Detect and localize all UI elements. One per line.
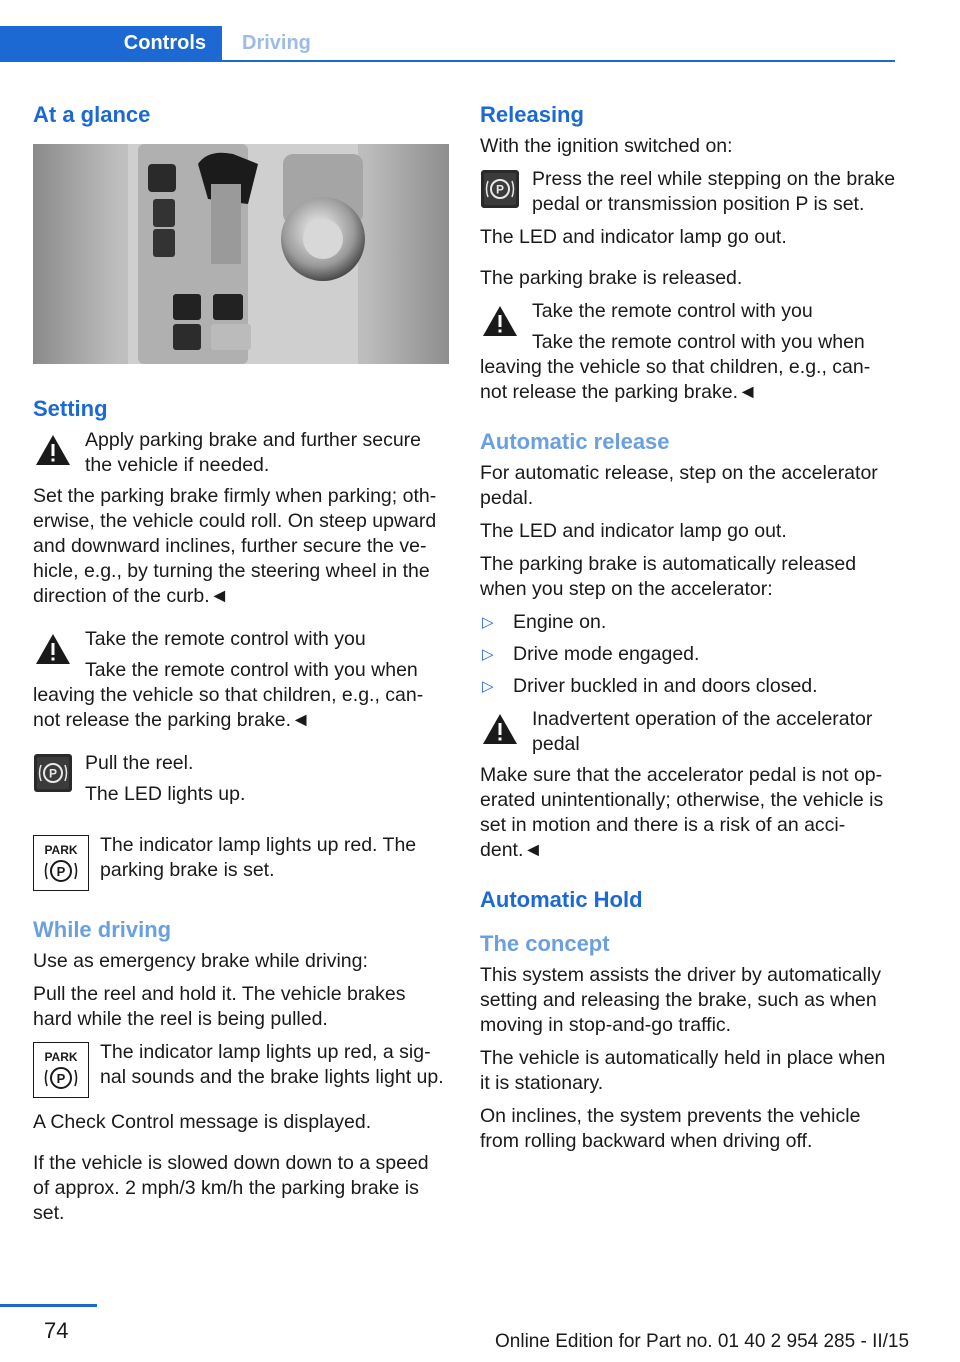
releasing-heading: Releasing [480, 102, 584, 127]
indicator-red-text: The indicator lamp lights up red. The parking brake is set. [100, 834, 417, 881]
page-header [0, 0, 895, 63]
park-indicator-icon [33, 835, 89, 891]
releasing-p3: The parking brake is released. [480, 267, 743, 289]
warning-triangle-icon [480, 301, 520, 341]
while-driving-p2: Pull the reel and hold it. The vehicle brakes hard while the reel is being pulled. [33, 983, 406, 1030]
list-item: ▷ Drive mode engaged. [482, 643, 700, 665]
automatic-hold-heading: Automatic Hold [480, 887, 643, 912]
warning-remote-control-right [480, 299, 896, 405]
svg-text:P: P [495, 182, 505, 197]
list-item: ▷ Engine on. [482, 611, 607, 633]
pull-reel-text: Pull the reel. [85, 752, 194, 774]
hold-p1: This system assists the driver by automatically setting and releasing the brake, such as when moving in stop-and-go traffic. [480, 964, 881, 1036]
left-column [33, 100, 449, 1234]
warning-triangle-icon [33, 430, 73, 470]
auto-release-p3: The parking brake is automatically released when you step on the accelerator: [480, 553, 857, 600]
warning-remote-title: Take the remote control with you [85, 628, 366, 650]
svg-text:P: P [56, 864, 66, 879]
list-item: ▷ Driver buckled in and doors closed. [482, 675, 818, 697]
park-indicator-icon [33, 1042, 89, 1098]
warning-secure-title: Apply parking brake and further secure the vehicle if needed. [85, 429, 422, 476]
warning-triangle-icon [33, 629, 73, 669]
while-driving-heading: While driving [33, 917, 172, 942]
check-control-text: A Check Control message is displayed. [33, 1111, 372, 1133]
svg-text:P: P [56, 1071, 66, 1086]
at-a-glance-heading: At a glance [33, 102, 151, 127]
park-label: PARK [44, 1050, 78, 1064]
tab-controls: Controls [0, 26, 222, 61]
edition-note: Online Edition for Part no. 01 40 2 954 285 - II/15 [495, 1331, 910, 1352]
right-column [480, 100, 896, 1162]
park-label: PARK [44, 843, 78, 857]
warning-remote-body: Take the remote control with you when leaving the vehicle so that children, e.g., can-not release the parking brake.◄ [33, 659, 424, 731]
warning-remote-control [33, 627, 449, 733]
indicator-signal-text: The indicator lamp lights up red, a sig-nal sounds and the brake lights light up. [100, 1041, 444, 1088]
auto-release-p2: The LED and indicator lamp go out. [480, 520, 787, 542]
footer-divider [0, 1304, 97, 1307]
svg-text:P: P [48, 766, 58, 781]
header-divider [0, 60, 895, 62]
warning-secure-body: Set the parking brake firmly when parking; oth-erwise, the vehicle could roll. On steep upward and downward inclines, further secure the ve-hicle, e.g., by turning the steering wheel in the direction of the curb.◄ [33, 485, 437, 607]
press-reel-text: Press the reel while stepping on the brake pedal or transmission position P is set. [532, 168, 896, 215]
auto-release-conditions [480, 610, 896, 699]
tab-driving: Driving [242, 32, 311, 54]
slow-speed-text: If the vehicle is slowed down down to a speed of approx. 2 mph/3 km/h the parking brake is set. [33, 1152, 429, 1224]
pull-reel-note [33, 751, 449, 813]
automatic-release-heading: Automatic release [480, 429, 670, 454]
parking-brake-button-icon [480, 169, 520, 209]
warning-triangle-icon [480, 709, 520, 749]
concept-heading: The concept [480, 931, 610, 956]
hold-p2: The vehicle is automatically held in place when it is stationary. [480, 1047, 886, 1094]
while-driving-p1: Use as emergency brake while driving: [33, 950, 368, 972]
console-photo [33, 144, 449, 364]
hold-p3: On inclines, the system prevents the vehicle from rolling backward when driving off. [480, 1105, 861, 1152]
parking-brake-button-icon [33, 753, 73, 793]
bullet-triangle-icon: ▷ [482, 646, 494, 663]
indicator-signal-note [33, 1040, 449, 1102]
warning-secure-vehicle [33, 428, 449, 609]
warning-accelerator-title: Inadvertent operation of the accelerator pedal [532, 708, 873, 755]
warning-remote-body-right: Take the remote control with you when leaving the vehicle so that children, e.g., can-not release the parking brake.◄ [480, 331, 871, 403]
bullet-triangle-icon: ▷ [482, 614, 494, 631]
led-lights-text: The LED lights up. [85, 783, 246, 805]
releasing-p2: The LED and indicator lamp go out. [480, 226, 787, 248]
setting-heading: Setting [33, 396, 108, 421]
warning-accelerator [480, 707, 896, 863]
press-reel-note [480, 167, 896, 217]
warning-accelerator-body: Make sure that the accelerator pedal is not op-erated unintentionally; otherwise, the vehicle is set in motion and there is a risk of an acci-dent.◄ [480, 764, 884, 861]
page-number: 74 [44, 1318, 69, 1343]
bullet-triangle-icon: ▷ [482, 678, 494, 695]
releasing-p1: With the ignition switched on: [480, 135, 733, 157]
warning-remote-title-right: Take the remote control with you [532, 300, 813, 322]
indicator-red-note [33, 833, 449, 895]
auto-release-p1: For automatic release, step on the accelerator pedal. [480, 462, 878, 509]
